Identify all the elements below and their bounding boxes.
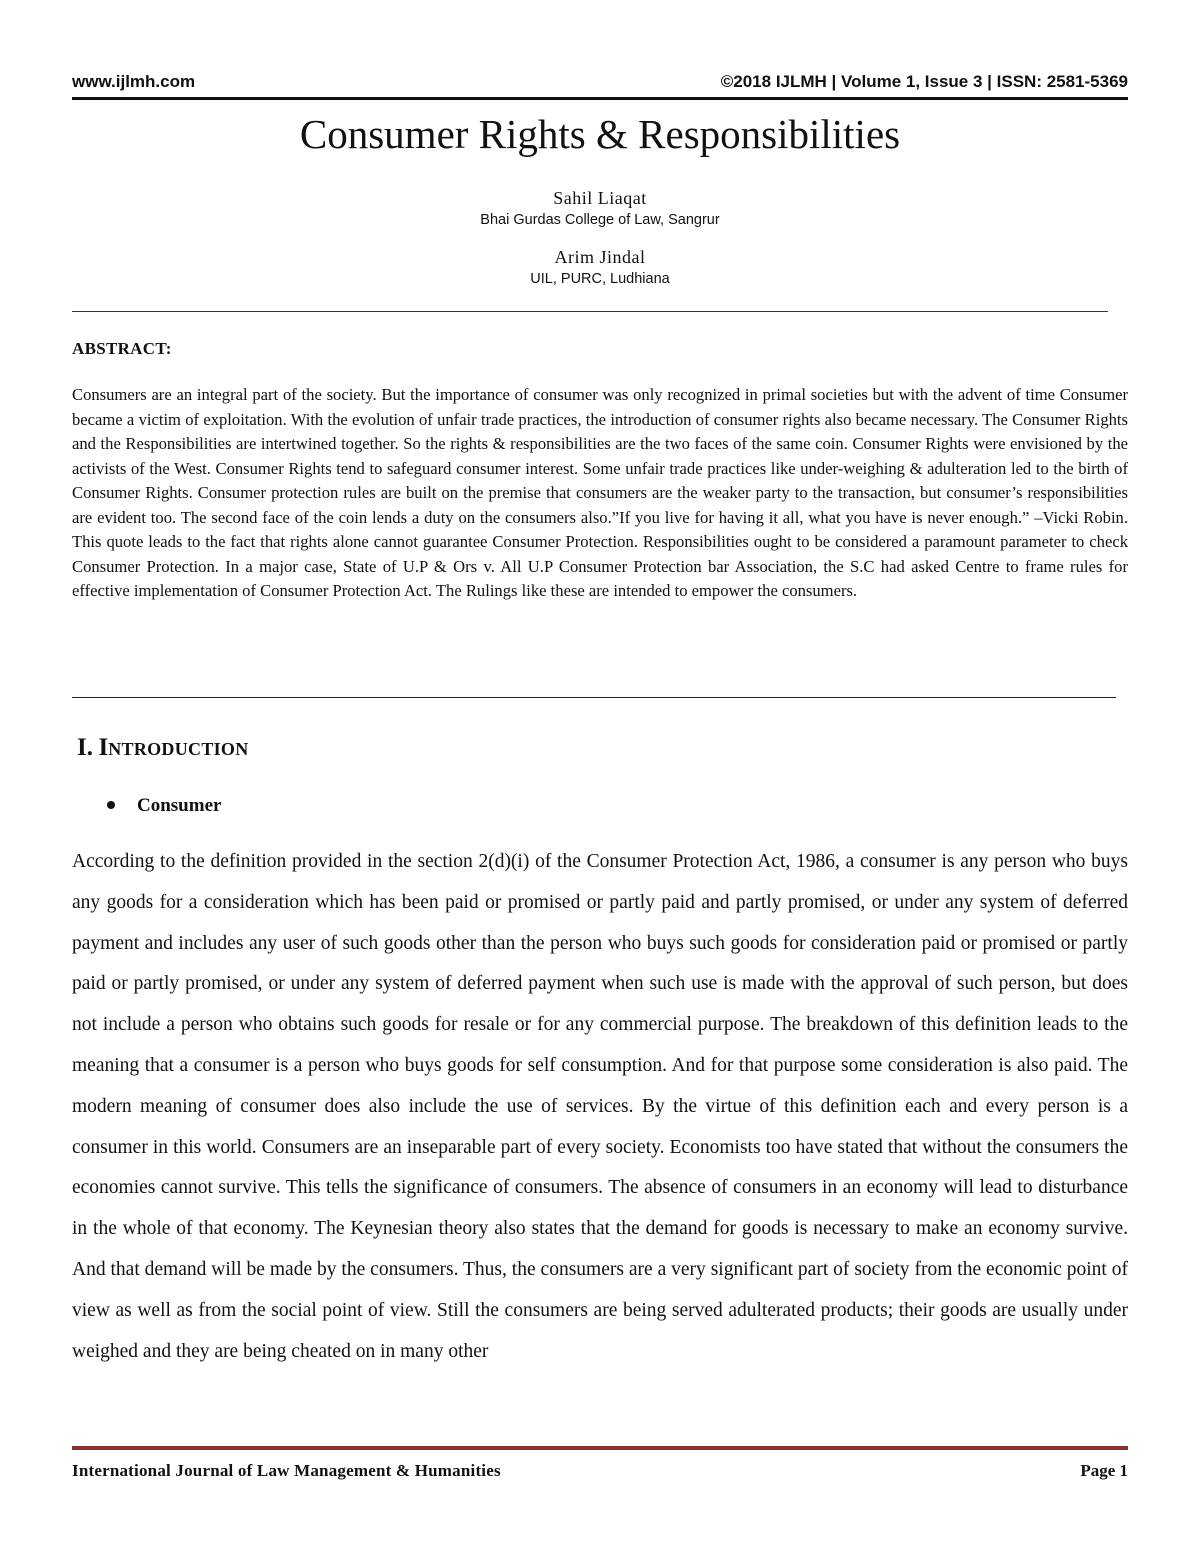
- divider: [72, 311, 1108, 312]
- running-footer: [72, 1461, 1128, 1485]
- section-number: I.: [77, 734, 93, 761]
- section-title-initial: I: [98, 734, 109, 761]
- abstract-text: Consumers are an integral part of the society. But the importance of consumer was only recognized in primal societies but with the advent of time Consumer became a victim of exploitation. With the evolution of unfair trade practices, the introduction of consumer rights also became necessary. The Consumer Rights and the Responsibilities are intertwined together. So the rights & responsibilities are the two faces of the same coin. Consumer Rights were envisioned by the activists of the West. Consumer Rights tend to safeguard consumer interest. Some unfair trade practices like under-weighing & adulteration led to the birth of Consumer Rights. Consumer protection rules are built on the premise that consumers are the weaker party to the transaction, but consumer’s responsibilities are evident too. The second face of the coin lends a duty on the consumers also.”If you live for having it all, what you have is never enough.” –Vicki Robin. This quote leads to the fact that rights alone cannot guarantee Consumer Protection. Responsibilities ought to be considered a paramount parameter to check Consumer Protection. In a major case, State of U.P & Ors v. All U.P Consumer Protection bar Association, the S.C had asked Centre to frame rules for effective implementation of Consumer Protection Act. The Rulings like these are intended to empower the consumers.: [72, 385, 1128, 600]
- footer-journal-name: International Journal of Law Management & Humanities: [72, 1461, 501, 1480]
- abstract-heading: ABSTRACT:: [72, 339, 172, 358]
- author-affiliation: UIL, PURC, Ludhiana: [530, 271, 670, 287]
- divider: [72, 697, 1116, 698]
- section-title-rest: NTRODUCTION: [108, 739, 249, 759]
- page-number: Page 1: [1080, 1461, 1128, 1480]
- footer-rule: [72, 1446, 1128, 1450]
- body-paragraph: According to the definition provided in the section 2(d)(i) of the Consumer Protection Act, 1986, a consumer is any person who buys any goods for a consideration which has been paid or promised or partly paid and partly promised, or under any system of deferred payment and includes any user of such goods other than the person who buys such goods for consideration paid or promised or partly paid or partly promised, or under any system of deferred payment when such use is made with the approval of such person, but does not include a person who obtains such goods for resale or for any commercial purpose. The breakdown of this definition leads to the meaning that a consumer is a person who buys goods for self consumption. And for that purpose some consideration is also paid. The modern meaning of consumer does also include the use of services. By the virtue of this definition each and every person is a consumer in this world. Consumers are an inseparable part of every society. Economists too have stated that without the consumers the economies cannot survive. This tells the significance of consumers. The absence of consumers in an economy will lead to disturbance in the whole of that economy. The Keynesian theory also states that the demand for goods is necessary to make an economy survive. And that demand will be made by the consumers. Thus, the consumers are a very significant part of society from the economic point of view as well as from the social point of view. Still the consumers are being served adulterated products; their goods are usually under weighed and they are being cheated on in many other: [72, 851, 1128, 1362]
- author-affiliation: Bhai Gurdas College of Law, Sangrur: [480, 212, 720, 228]
- bullet-icon: [107, 801, 115, 809]
- subsection-heading: [107, 793, 221, 819]
- author-name: Sahil Liaqat: [553, 188, 647, 208]
- subsection-title: Consumer: [137, 795, 222, 816]
- author-name: Arim Jindal: [554, 247, 646, 267]
- paper-page: [72, 0, 1128, 1553]
- journal-issue-info: ©2018 IJLMH | Volume 1, Issue 3 | ISSN: 2581-5369: [720, 72, 1128, 91]
- running-header: [72, 72, 1128, 96]
- author-block-1: [72, 186, 1128, 230]
- author-block-2: [72, 245, 1128, 289]
- paper-title: Consumer Rights & Responsibilities: [299, 111, 901, 157]
- header-rule: [72, 97, 1128, 100]
- section-heading: [77, 733, 249, 764]
- journal-website[interactable]: www.ijlmh.com: [72, 72, 196, 91]
